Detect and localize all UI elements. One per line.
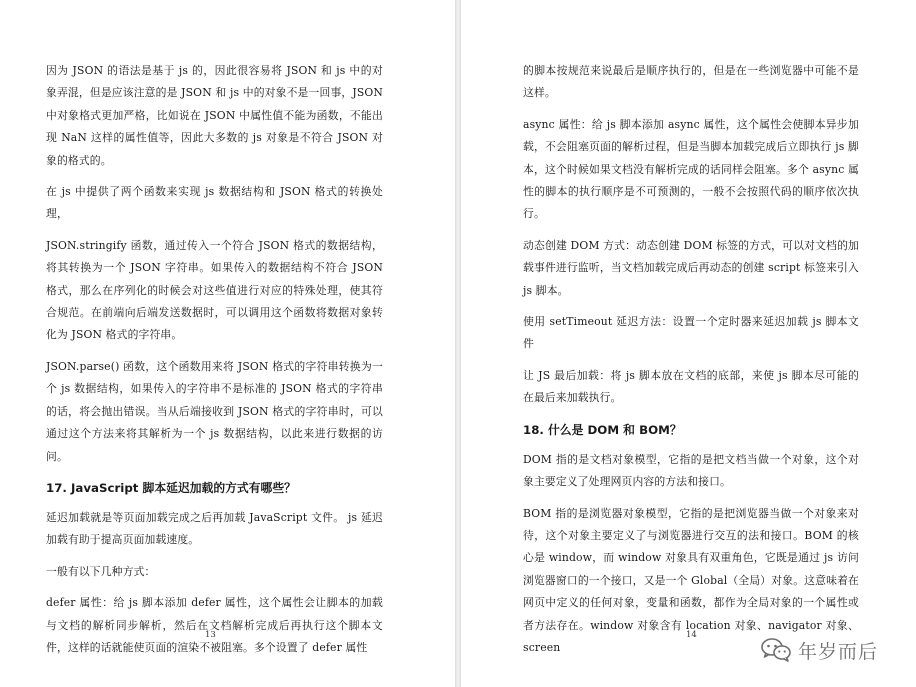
paragraph: async 属性：给 js 脚本添加 async 属性，这个属性会使脚本异步加载，不会阻塞页面的解析过程，但是当脚本加载完成后立即执行 js 脚本，这个时候如果文档没有解析完成的话同样会阻塞。多个 async 属性的脚本的执行顺序是不可预测的，一般不会按照代码的顺序依次执行。	[523, 117, 859, 221]
left-page-content	[46, 60, 383, 668]
paragraph: 延迟加载就是等页面加载完成之后再加载 JavaScript 文件。 js 延迟加载有助于提高页面加载速度。	[46, 510, 383, 547]
page-number: 13	[205, 630, 216, 640]
paragraph: JSON.stringify 函数，通过传入一个符合 JSON 格式的数据结构，将其转换为一个 JSON 字符串。如果传入的数据结构不符合 JSON 格式，那么在序列化的时候会对这些值进行对应的特殊处理，使其符合规范。在前端向后端发送数据时，可以调用这个函数将数据对象转化为 JSON 格式的字符串。	[46, 238, 383, 342]
paragraph: 一般有以下几种方式：	[46, 564, 156, 578]
section-heading-17: 17. JavaScript 脚本延迟加载的方式有哪些？	[46, 480, 296, 495]
paragraph: 使用 setTimeout 延迟方法：设置一个定时器来延迟加载 js 脚本文件	[523, 315, 859, 351]
left-page	[0, 0, 455, 687]
watermark-text: 年岁而后	[798, 640, 879, 663]
right-page-content	[523, 60, 859, 668]
paragraph: 的脚本按规范来说最后是顺序执行的，但是在一些浏览器中可能不是这样。	[523, 64, 859, 100]
paragraph: 因为 JSON 的语法是基于 js 的，因此很容易将 JSON 和 js 中的对象弄混，但是应该注意的是 JSON 和 js 中的对象不是一回事，JSON 中对象格式更加严格，比如说在 JSON 中属性值不能为函数，不能出现 NaN 这样的属性值等，因此大多数的 js 对象是不符合 JSON 对象的格式的。	[46, 64, 383, 167]
paragraph: 动态创建 DOM 方式：动态创建 DOM 标签的方式，可以对文档的加载事件进行监听，当文档加载完成后再动态的创建 script 标签来引入 js 脚本。	[523, 238, 859, 297]
paragraph: 在 js 中提供了两个函数来实现 js 数据结构和 JSON 格式的转换处理，	[46, 185, 383, 221]
wechat-icon	[760, 637, 792, 663]
paragraph: BOM 指的是浏览器对象模型，它指的是把浏览器当做一个对象来对待，这个对象主要定义了与浏览器进行交互的法和接口。BOM 的核心是 window，而 window 对象具有双重角色，它既是通过 js 访问浏览器窗口的一个接口，又是一个 Global（全局）对象。这意味着在网页中定义的任何对象，变量和函数，都作为全局对象的一个属性或者方法存在。window 对象含有 location 对象、navigator 对象、screen	[523, 506, 859, 654]
right-page	[461, 0, 916, 687]
paragraph: defer 属性：给 js 脚本添加 defer 属性，这个属性会让脚本的加载与文档的解析同步解析，然后在文档解析完成后再执行这个脚本文件，这样的话就能使页面的渲染不被阻塞。多个设置了 defer 属性	[46, 596, 383, 654]
watermark	[760, 636, 878, 664]
paragraph: 让 JS 最后加载：将 js 脚本放在文档的底部，来使 js 脚本尽可能的在最后来加载执行。	[523, 368, 859, 405]
section-heading-18: 18. 什么是 DOM 和 BOM？	[523, 422, 682, 437]
paragraph: JSON.parse() 函数，这个函数用来将 JSON 格式的字符串转换为一个 js 数据结构，如果传入的字符串不是标准的 JSON 格式的字符串的话，将会抛出错误。当从后端接收到 JSON 格式的字符串时，可以通过这个方法来将其解析为一个 js 数据结构，以此来进行数据的访问。	[46, 359, 383, 463]
page-number: 14	[686, 630, 697, 640]
paragraph: DOM 指的是文档对象模型，它指的是把文档当做一个对象，这个对象主要定义了处理网页内容的方法和接口。	[523, 452, 859, 489]
